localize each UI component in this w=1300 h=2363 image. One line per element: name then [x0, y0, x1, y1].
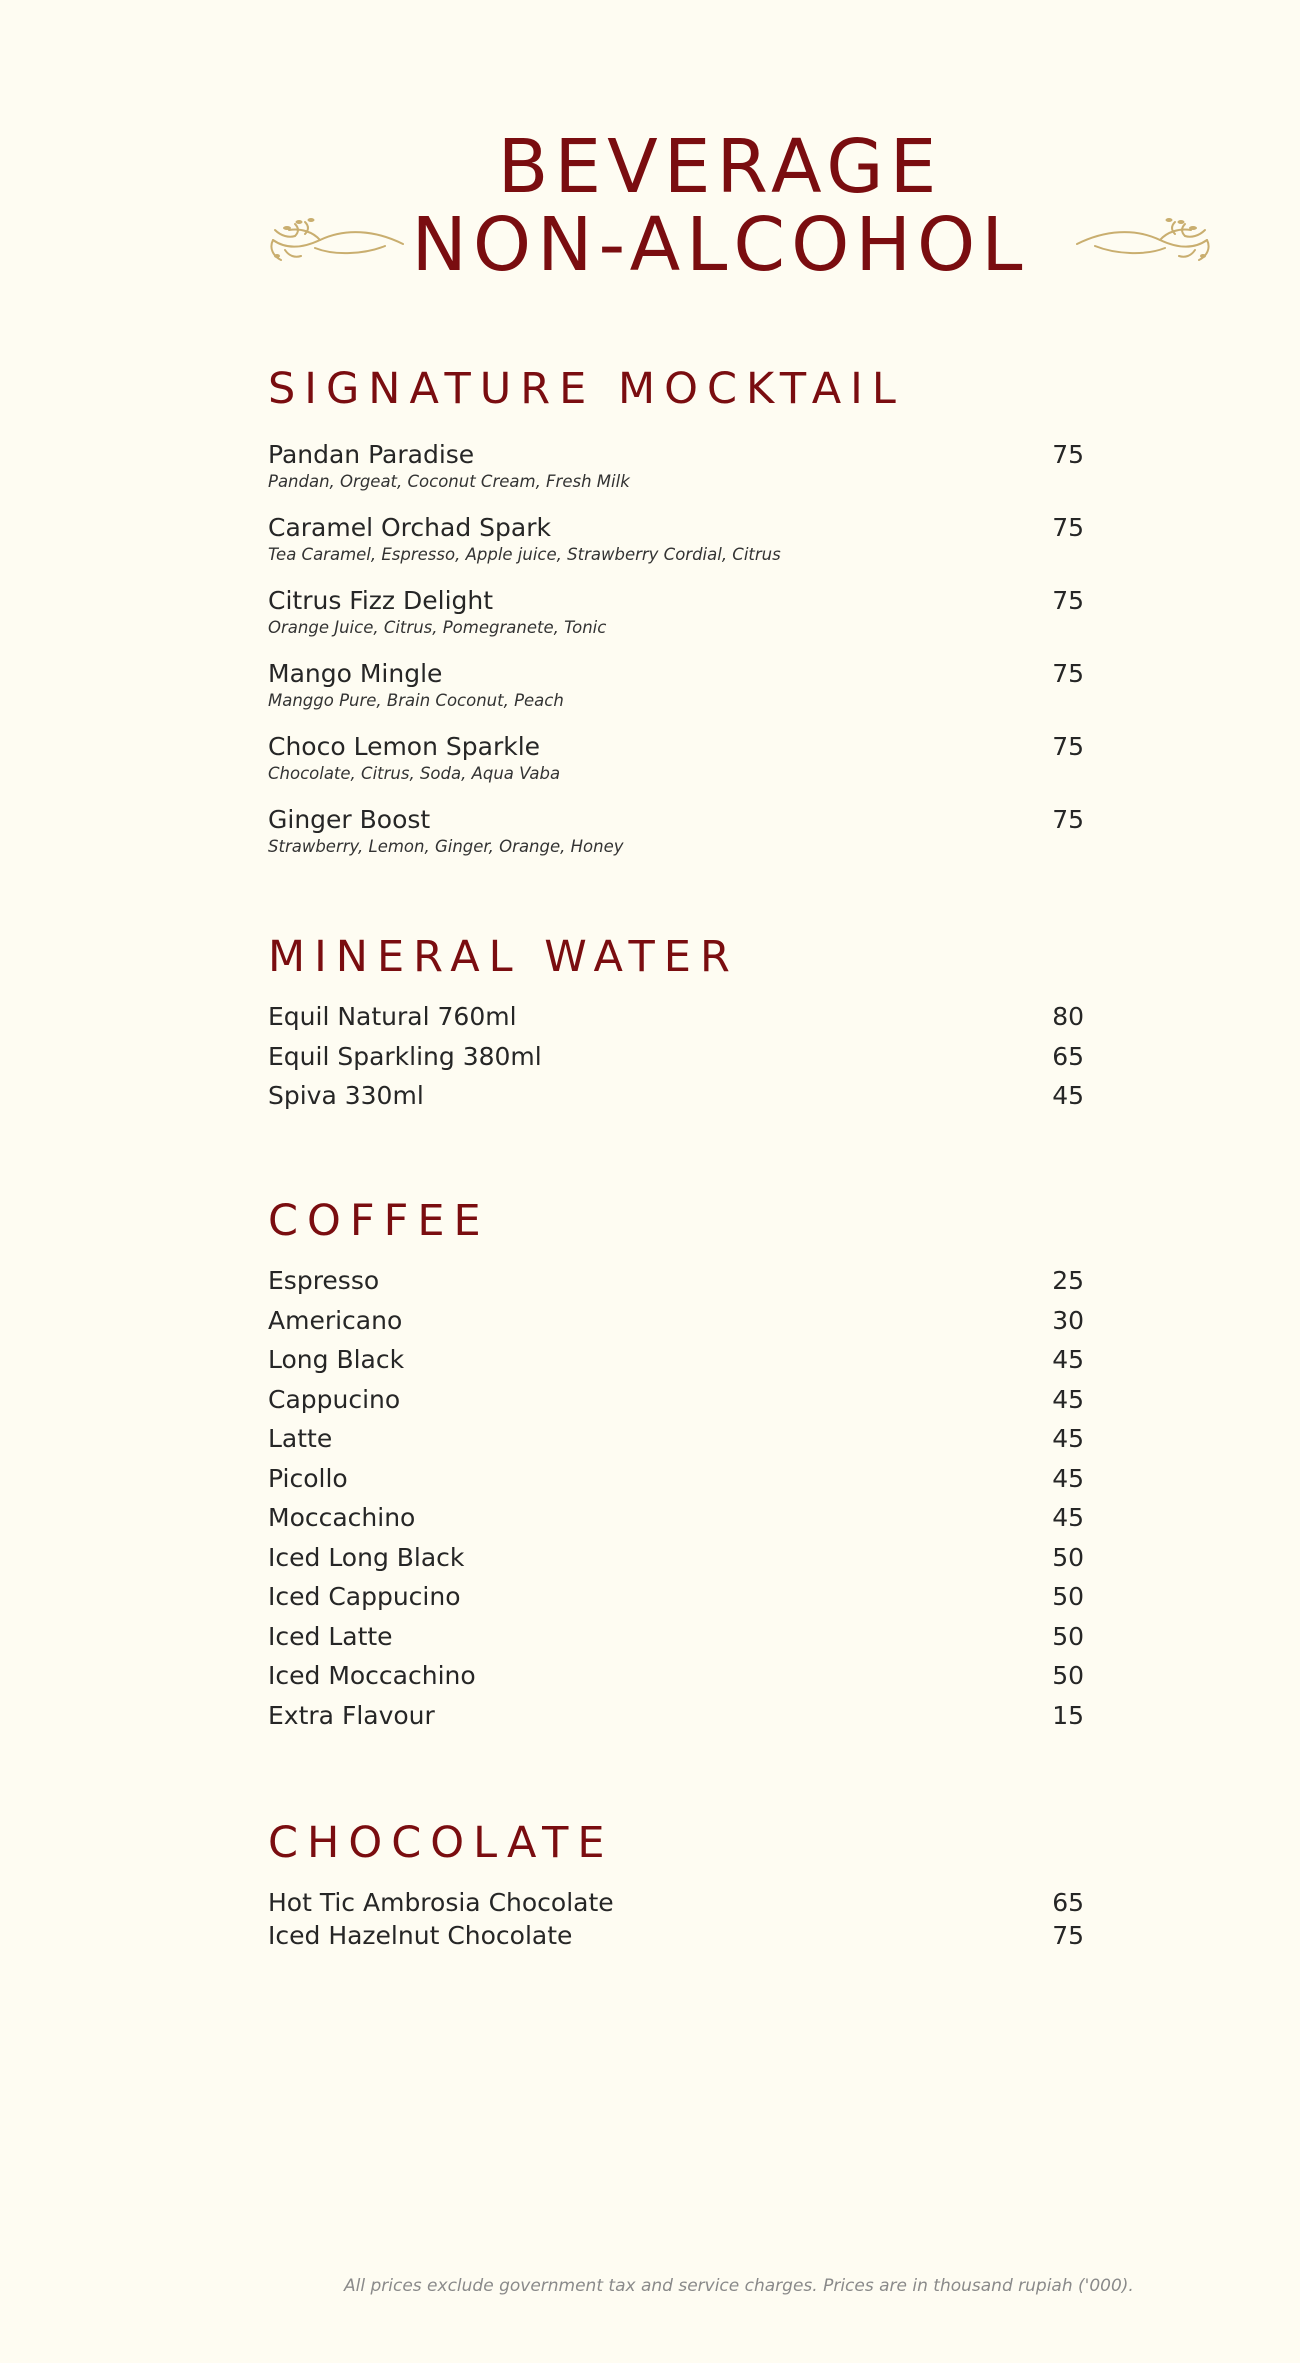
item-name: Caramel Orchad Spark — [268, 513, 551, 542]
item-price: 50 — [1052, 1621, 1084, 1651]
mocktail-list — [268, 440, 1084, 878]
item-description: Strawberry, Lemon, Ginger, Orange, Honey — [268, 837, 624, 856]
item-price: 75 — [1052, 805, 1084, 834]
section-mineral-water — [268, 932, 1084, 1121]
item-price: 65 — [1052, 1888, 1084, 1917]
section-title: SIGNATURE MOCKTAIL — [268, 364, 905, 414]
item-name: Pandan Paradise — [268, 440, 475, 469]
item-price: 45 — [1052, 1424, 1084, 1453]
page-title-line2: NON-ALCOHOL — [411, 202, 1029, 288]
ornament-left-icon — [265, 210, 405, 270]
list-item — [268, 1543, 1084, 1583]
section-title: COFFEE — [268, 1196, 490, 1246]
item-price: 45 — [1052, 1463, 1084, 1493]
item-name: Citrus Fizz Delight — [268, 586, 494, 615]
item-name: Spiva 330ml — [268, 1081, 424, 1110]
item-price: 45 — [1052, 1345, 1084, 1374]
list-item — [268, 1002, 1084, 1042]
page-title-line1: BEVERAGE — [497, 124, 943, 210]
item-price: 45 — [1052, 1503, 1084, 1532]
list-item — [268, 805, 1084, 878]
item-price: 75 — [1052, 440, 1084, 469]
item-name: Iced Latte — [268, 1621, 393, 1651]
list-item — [268, 659, 1084, 732]
item-price: 65 — [1052, 1041, 1084, 1071]
list-item — [268, 1385, 1084, 1425]
list-item — [268, 1661, 1084, 1701]
item-price: 15 — [1052, 1700, 1084, 1730]
list-item — [268, 1345, 1084, 1385]
list-item — [268, 440, 1084, 513]
item-price: 50 — [1052, 1542, 1084, 1572]
item-name: Cappucino — [268, 1384, 401, 1414]
section-coffee — [268, 1196, 1084, 1740]
list-item — [268, 1081, 1084, 1121]
item-description: Tea Caramel, Espresso, Apple juice, Strawberry Cordial, Citrus — [268, 545, 781, 564]
item-price: 50 — [1052, 1661, 1084, 1690]
list-item — [268, 586, 1084, 659]
list-item — [268, 1464, 1084, 1504]
section-title: CHOCOLATE — [268, 1818, 614, 1868]
item-price: 50 — [1052, 1582, 1084, 1611]
coffee-list — [268, 1266, 1084, 1740]
item-name: Extra Flavour — [268, 1700, 435, 1730]
item-name: Picollo — [268, 1463, 348, 1493]
list-item — [268, 1266, 1084, 1306]
item-name: Moccachino — [268, 1503, 416, 1532]
list-item — [268, 1042, 1084, 1082]
item-price: 30 — [1052, 1305, 1084, 1335]
list-item — [268, 1622, 1084, 1662]
list-item — [268, 1306, 1084, 1346]
item-name: Espresso — [268, 1266, 380, 1295]
list-item — [268, 1582, 1084, 1622]
item-description: Chocolate, Citrus, Soda, Aqua Vaba — [268, 764, 561, 783]
list-item — [268, 1701, 1084, 1741]
item-name: Americano — [268, 1305, 403, 1335]
item-name: Latte — [268, 1424, 333, 1453]
item-description: Orange Juice, Citrus, Pomegranete, Tonic — [268, 618, 607, 637]
item-price: 80 — [1052, 1002, 1084, 1031]
item-price: 45 — [1052, 1384, 1084, 1414]
item-name: Choco Lemon Sparkle — [268, 732, 541, 761]
item-name: Equil Sparkling 380ml — [268, 1041, 542, 1071]
item-price: 75 — [1052, 513, 1084, 542]
section-chocolate — [268, 1818, 1084, 1954]
section-signature-mocktail — [268, 364, 1084, 878]
item-name: Long Black — [268, 1345, 405, 1374]
list-item — [268, 513, 1084, 586]
item-price: 75 — [1052, 586, 1084, 615]
footer-note: All prices exclude government tax and service charges. Prices are in thousand rupiah ('000). — [344, 2276, 1134, 2296]
item-price: 45 — [1052, 1081, 1084, 1110]
item-price: 25 — [1052, 1266, 1084, 1295]
list-item — [268, 1921, 1084, 1954]
item-price: 75 — [1052, 659, 1084, 688]
item-description: Pandan, Orgeat, Coconut Cream, Fresh Milk — [268, 472, 630, 491]
item-name: Iced Cappucino — [268, 1582, 461, 1611]
item-name: Iced Long Black — [268, 1542, 465, 1572]
item-name: Iced Hazelnut Chocolate — [268, 1921, 573, 1950]
list-item — [268, 1424, 1084, 1464]
item-name: Iced Moccachino — [268, 1661, 476, 1690]
item-name: Ginger Boost — [268, 805, 431, 834]
item-name: Mango Mingle — [268, 659, 443, 688]
item-name: Hot Tic Ambrosia Chocolate — [268, 1888, 614, 1917]
list-item — [268, 732, 1084, 805]
chocolate-list — [268, 1888, 1084, 1954]
item-description: Manggo Pure, Brain Coconut, Peach — [268, 691, 564, 710]
section-title: MINERAL WATER — [268, 932, 739, 982]
item-price: 75 — [1052, 732, 1084, 761]
list-item — [268, 1888, 1084, 1921]
water-list — [268, 1002, 1084, 1121]
item-name: Equil Natural 760ml — [268, 1002, 517, 1031]
ornament-right-icon — [1075, 210, 1215, 270]
list-item — [268, 1503, 1084, 1543]
item-price: 75 — [1052, 1921, 1084, 1950]
